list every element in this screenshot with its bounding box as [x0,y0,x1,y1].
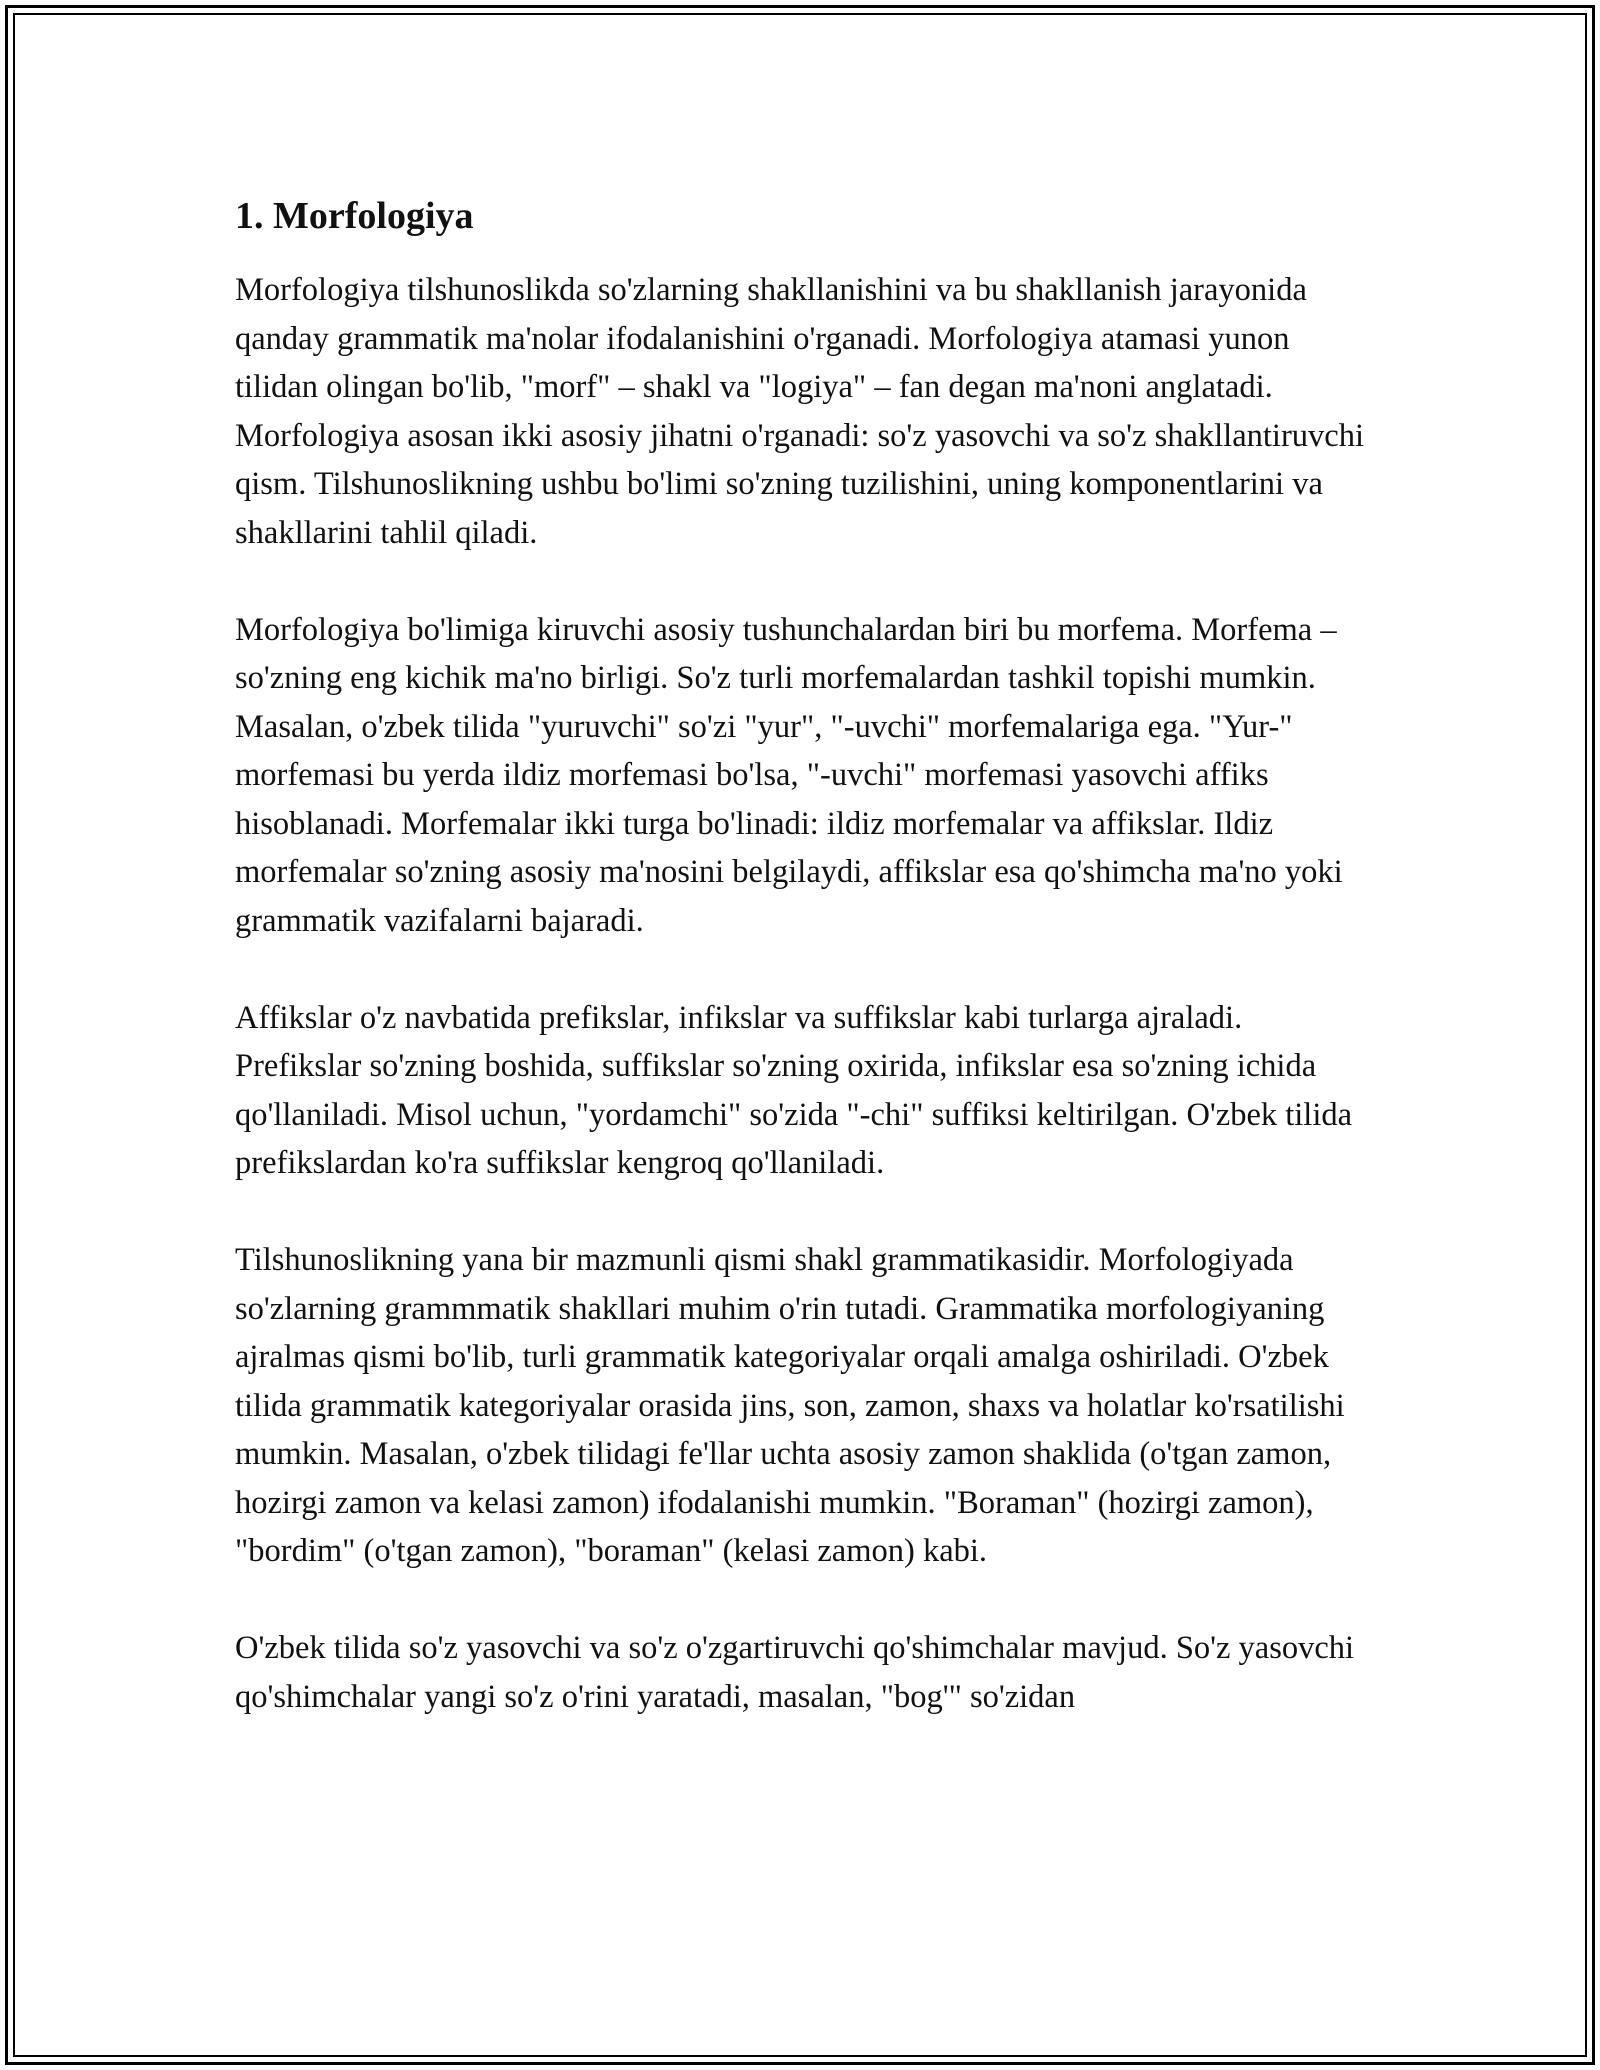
paragraph-3: Affikslar o'z navbatida prefikslar, infikslar va suffikslar kabi turlarga ajraladi. Prefikslar so'zning boshida, suffikslar so'zning oxirida, infikslar esa so'zning ichida qo'llaniladi. Misol uchun, "yordamchi" so'zida "-chi" suffiksi keltirilgan. O'zbek tilida prefikslardan ko'ra suffikslar kengroq qo'llaniladi. [235,999,1353,1181]
paragraph-1: Morfologiya tilshunoslikda so'zlarning shakllanishini va bu shakllanish jarayonida qanday grammatik ma'nolar ifodalanishini o'rganadi. Morfologiya atamasi yunon tilidan olingan bo'lib, "morf" – shakl va "logiya" – fan degan ma'noni anglatadi. Morfologiya asosan ikki asosiy jihatni o'rganadi: so'z yasovchi va so'z shakllantiruvchi qism. Tilshunoslikning ushbu bo'limi so'zning tuzilishini, uning komponentlarini va shakllarini tahlil qiladi. [235,272,1364,551]
paragraph-4: Tilshunoslikning yana bir mazmunli qismi shakl grammatikasidir. Morfologiyada so'zlarning grammmatik shakllari muhim o'rin tutadi. Grammatika morfologiyaning ajralmas qismi bo'lib, turli grammatik kategoriyalar orqali amalga oshiriladi. O'zbek tilida grammatik kategoriyalar orasida jins, son, zamon, shaxs va holatlar ko'rsatilishi mumkin. Masalan, o'zbek tilidagi fe'llar uchta asosiy zamon shaklida (o'tgan zamon, hozirgi zamon va kelasi zamon) ifodalanishi mumkin. "Boraman" (hozirgi zamon), "bordim" (o'tgan zamon), "boraman" (kelasi zamon) kabi. [235,1242,1345,1569]
section-heading: 1. Morfologiya [235,195,474,237]
paragraph-5: O'zbek tilida so'z yasovchi va so'z o'zgartiruvchi qo'shimchalar mavjud. So'z yasovchi qo'shimchalar yangi so'z o'rini yaratadi, masalan, "bog'" so'zidan [235,1630,1355,1715]
paragraph-2: Morfologiya bo'limiga kiruvchi asosiy tushunchalardan biri bu morfema. Morfema – so'zning eng kichik ma'no birligi. So'z turli morfemalardan tashkil topishi mumkin. Masalan, o'zbek tilida "yuruvchi" so'zi "yur", "-uvchi" morfemalariga ega. "Yur-" morfemasi bu yerda ildiz morfemasi bo'lsa, "-uvchi" morfemasi yasovchi affiks hisoblanadi. Morfemalar ikki turga bo'linadi: ildiz morfemalar va affikslar. Ildiz morfemalar so'zning asosiy ma'nosini belgilaydi, affikslar esa qo'shimcha ma'no yoki grammatik vazifalarni bajaradi. [235,611,1343,939]
document-body [235,190,1370,1721]
